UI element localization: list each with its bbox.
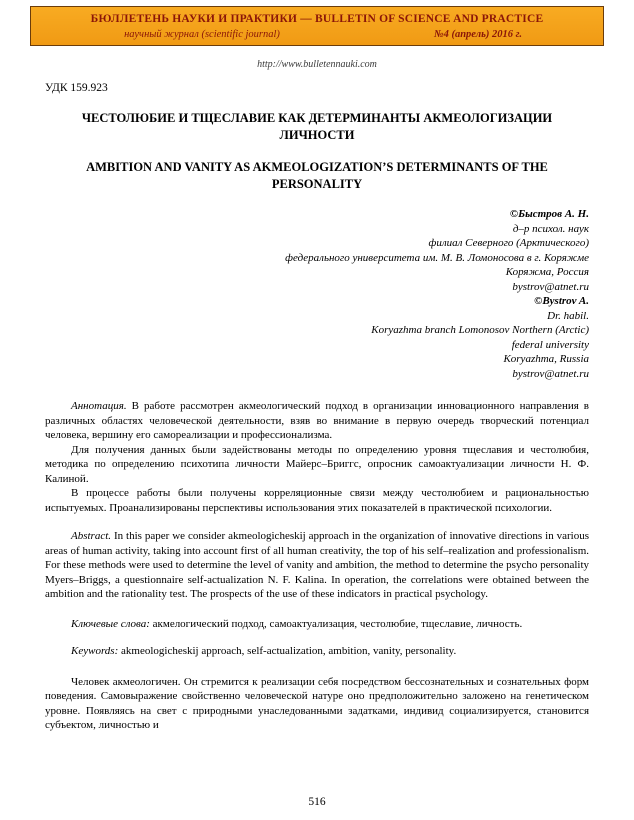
journal-banner-row — [41, 28, 593, 41]
journal-title: БЮЛЛЕТЕНЬ НАУКИ И ПРАКТИКИ — BULLETIN OF SCIENCE AND PRACTICE — [90, 13, 544, 25]
author-email-ru[interactable]: bystrov@atnet.ru — [512, 280, 589, 293]
author-name-ru: ©Быстров А. Н. — [509, 208, 589, 220]
author-affiliation-en-1: Koryazhma branch Lomonosov Northern (Arctic) — [371, 324, 589, 336]
author-block — [45, 207, 589, 381]
keywords-en-section — [45, 644, 589, 659]
author-affiliation-en-2: federal university — [511, 338, 589, 351]
journal-banner — [30, 6, 604, 46]
abstract-section — [45, 529, 589, 602]
annotation-paragraph-3: В процессе работы были получены корреляционные связи между честолюбием и рациональностью испытуемых. Проанализированы перспективы использования этих показателей в практической психологии. — [45, 487, 589, 514]
annotation-paragraph-2: Для получения данных были задействованы методы по определению уровня тщеславия и честолюбия, методика по определению психотипа личности Майерс–Бриггс, опросник самоактуализации личности Н. Ф. Калиной. — [45, 443, 589, 485]
journal-issue: №4 (апрель) 2016 г. — [433, 29, 522, 40]
abstract-paragraph — [45, 529, 589, 602]
keywords-en-label: Keywords: — [71, 645, 119, 657]
body-section — [45, 675, 589, 733]
keywords-ru-section — [45, 617, 589, 632]
page-number: 516 — [308, 796, 326, 808]
author-affiliation-ru-1: филиал Северного (Арктического) — [428, 237, 589, 249]
journal-subtitle: научный журнал (scientific journal) — [124, 29, 280, 40]
abstract-label: Abstract. — [71, 530, 112, 542]
annotation-paragraph-1 — [45, 399, 589, 443]
abstract-text: In this paper we consider akmeologicheskij approach in the organization of innovative directions in various areas of human activity, taking into account first of all human creativity, the top of his self–realization and professionalism. For these methods were used to determine the level of vanity and ambition, the method to determine the psycho personality Myers–Briggs, a questionnaire self-actualization N. F. Kalina. In operation, the correlations were obtained between the ambition and the rationality test. The prospects of the use of these indicators in practical psychology. — [45, 530, 589, 600]
keywords-en-text: akmeologicheskij approach, self-actualization, ambition, vanity, personality. — [121, 645, 457, 657]
keywords-ru-label: Ключевые слова: — [71, 617, 150, 630]
article-title-en: AMBITION AND VANITY AS AKMEOLOGIZATION’S DETERMINANTS OF THE PERSONALITY — [86, 160, 548, 191]
annotation-text-1: В работе рассмотрен акмеологический подход в организации инновационного направления в различных областях человеческой деятельности, взяв во внимание в первую очередь творческий потенциал человека, вершину его самореализации и профессионализма. — [45, 400, 590, 441]
journal-url-link[interactable]: http://www.bulletennauki.com — [257, 59, 377, 70]
annotation-label: Аннотация. — [71, 400, 127, 412]
body-paragraph-1: Человек акмеологичен. Он стремится к реализации себя посредством бессознательных и сознательных форм поведения. Самовыражение свойственно человеческой натуре оно предположительно заложено на генетическом уровне. Появляясь на свет с природными унаследованными задатками, индивид социализируется, становится субъектом, личностью и — [45, 675, 589, 731]
author-degree-ru: д–р психол. наук — [512, 222, 589, 235]
author-location-ru: Коряжма, Россия — [505, 266, 589, 278]
author-affiliation-ru-2: федерального университета им. М. В. Ломоносова в г. Коряжме — [285, 251, 589, 264]
author-location-en: Koryazhma, Russia — [503, 353, 589, 365]
annotation-section — [45, 399, 589, 515]
author-degree-en: Dr. habil. — [547, 309, 589, 322]
udc-code: УДК 159.923 — [45, 82, 108, 94]
keywords-ru-paragraph — [45, 617, 589, 632]
keywords-en-paragraph — [45, 644, 589, 659]
article-title-ru: ЧЕСТОЛЮБИЕ И ТЩЕСЛАВИЕ КАК ДЕТЕРМИНАНТЫ АКМЕОЛОГИЗАЦИИ ЛИЧНОСТИ — [81, 111, 553, 142]
author-email-en[interactable]: bystrov@atnet.ru — [512, 367, 589, 380]
keywords-ru-text: акмелогический подход, самоактуализация, честолюбие, тщеславие, личность. — [152, 617, 523, 630]
author-name-en: ©Bystrov A. — [534, 295, 589, 307]
